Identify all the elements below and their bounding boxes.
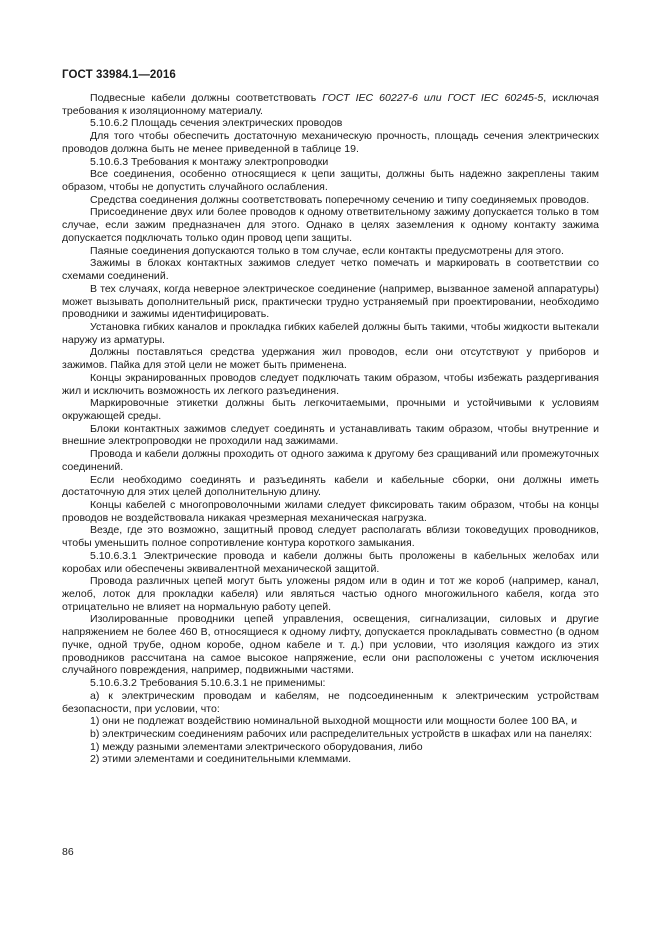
body-paragraph [62, 168, 599, 193]
body-paragraph [62, 423, 599, 448]
paragraph-text: 1) между разными элементами электрического оборудования, либо [90, 740, 423, 753]
paragraph-text: Концы экранированных проводов следует подключать таким образом, чтобы избежать раздергивания жил и исключить возможность их легкого разъединения. [62, 371, 599, 397]
body-paragraph [62, 753, 599, 766]
paragraph-text: Маркировочные этикетки должны быть легкочитаемыми, прочными и устойчивыми к условиям окружающей среды. [62, 397, 599, 422]
paragraph-text: 5.10.6.3.2 Требования 5.10.6.3.1 не применимы: [90, 677, 326, 690]
paragraph-text: b) электрическим соединениям рабочих или распределительных устройств в шкафах или на панелях: [90, 727, 593, 740]
body-paragraph [62, 283, 599, 321]
document-header-code: ГОСТ 33984.1—2016 [62, 69, 176, 81]
body-paragraph [62, 130, 599, 155]
body-paragraph [62, 117, 599, 130]
body-paragraph [62, 448, 599, 473]
standard-reference: ГОСТ IEC 60245-5 [447, 92, 544, 104]
body-paragraph [62, 550, 599, 575]
paragraph-text: Провода различных цепей могут быть уложены рядом или в один и тот же короб (например, канал, желоб, лоток для прокладки кабеля) или являться частью одного многожильного кабеля, когда это отрицательно не влияет на нормальную работу цепей. [62, 575, 599, 613]
paragraph-text: Паяные соединения допускаются только в том случае, если контакты предусмотрены для этого. [90, 244, 564, 257]
paragraph-text: Зажимы в блоках контактных зажимов следует четко помечать и маркировать в соответствии со схемами соединений. [62, 257, 599, 283]
paragraph-text: а) к электрическим проводам и кабелям, не подсоединенным к электрическим устройствам безопасности, при условии, что: [62, 689, 599, 715]
paragraph-text: Для того чтобы обеспечить достаточную механическую прочность, площадь сечения электрических проводов должна быть не менее приведенной в таблице 19. [62, 130, 599, 155]
paragraph-text: 5.10.6.2 Площадь сечения электрических проводов [90, 117, 343, 130]
paragraph-text: Подвесные кабели должны соответствовать [90, 92, 323, 104]
paragraph-text: 2) этими элементами и соединительными клеммами. [90, 753, 352, 766]
paragraph-text: Должны поставляться средства удержания жил проводов, если они отсутствуют у приборов и зажимов. Пайка для этой цели не может быть применена. [62, 346, 599, 372]
body-paragraph [62, 321, 599, 346]
paragraph-text: Средства соединения должны соответствовать поперечному сечению и типу соединяемых проводов. [90, 193, 590, 206]
standard-reference: или [423, 92, 442, 104]
paragraph-text: В тех случаях, когда неверное электрическое соединение (например, вызванное заменой аппаратуры) может вызывать дополнительный риск, практически трудно устраняемый при проектировании, необходимо проводники и зажимы идентифицировать. [62, 282, 599, 321]
body-paragraph [62, 206, 599, 244]
paragraph-text: Блоки контактных зажимов следует соединять и устанавливать таким образом, чтобы внутренние и внешние электропроводки не проходили над зажимами. [62, 422, 599, 448]
body-paragraph [62, 346, 599, 371]
paragraph-text: Присоединение двух или более проводов к одному ответвительному зажиму допускается только в том случае, если зажим предназначен для этого. Однако в целях заземления к одному контакту зажима допускается подключать только один провод цепи защиты. [62, 206, 599, 244]
body-paragraph [62, 728, 599, 741]
body-paragraph [62, 156, 599, 169]
body-paragraph [62, 690, 599, 715]
body-paragraph [62, 372, 599, 397]
body-paragraph [62, 613, 599, 677]
body-paragraph [62, 194, 599, 207]
body-paragraph [62, 741, 599, 754]
paragraph-text: Установка гибких каналов и прокладка гибких кабелей должны быть такими, чтобы жидкости вытекали наружу из арматуры. [62, 320, 599, 346]
paragraph-text: Концы кабелей с многопроволочными жилами следует фиксировать таким образом, чтобы на концы проводов не воздействовала никакая чрезмерная механическая нагрузка. [62, 499, 599, 524]
body-paragraph [62, 677, 599, 690]
paragraph-text: Все соединения, особенно относящиеся к цепи защиты, должны быть надежно закреплены таким образом, чтобы не допустить случайного ослабления. [62, 168, 599, 194]
body-paragraph [62, 524, 599, 549]
paragraph-text: 1) они не подлежат воздействию номинальной выходной мощности или мощности более 100 ВА, и [90, 715, 577, 728]
paragraph-text: Если необходимо соединять и разъединять кабели и кабельные сборки, они должны иметь достаточную для этих целей дополнительную длину. [62, 473, 599, 499]
body-paragraph [62, 92, 599, 117]
body-paragraph [62, 575, 599, 613]
standard-reference: ГОСТ IEC 60227-6 [322, 92, 418, 104]
paragraph-text: Провода и кабели должны проходить от одного зажима к другому без сращиваний или промежуточных соединений. [62, 448, 599, 473]
body-paragraph [62, 397, 599, 422]
body-paragraph [62, 715, 599, 728]
body-paragraph [62, 257, 599, 282]
body-paragraph [62, 474, 599, 499]
paragraph-text: 5.10.6.3.1 Электрические провода и кабели должны быть проложены в кабельных желобах или коробах или обеспечены эквивалентной механической защитой. [62, 549, 599, 575]
page-number: 86 [62, 846, 74, 858]
paragraph-text: Изолированные проводники цепей управления, освещения, сигнализации, силовых и другие напряжением не более 460 В, относящиеся к одному лифту, допускается прокладывать совместно (в одном пучке, одной трубе, одном коробе, одном кабеле и т. д.) при условии, что изоляция каждого из этих проводников рассчитана на самое высокое напряжение, если они расположены с учетом исключения случайного повреждения, например, подвижными частями. [62, 613, 599, 677]
document-body [62, 92, 599, 766]
paragraph-text: 5.10.6.3 Требования к монтажу электропроводки [90, 155, 329, 168]
body-paragraph [62, 245, 599, 258]
paragraph-text: , исключая требования к изоляционному материалу. [62, 92, 599, 117]
body-paragraph [62, 499, 599, 524]
paragraph-text: Везде, где это возможно, защитный провод следует располагать вблизи токоведущих проводников, чтобы уменьшить полное сопротивление контура короткого замыкания. [62, 524, 599, 550]
